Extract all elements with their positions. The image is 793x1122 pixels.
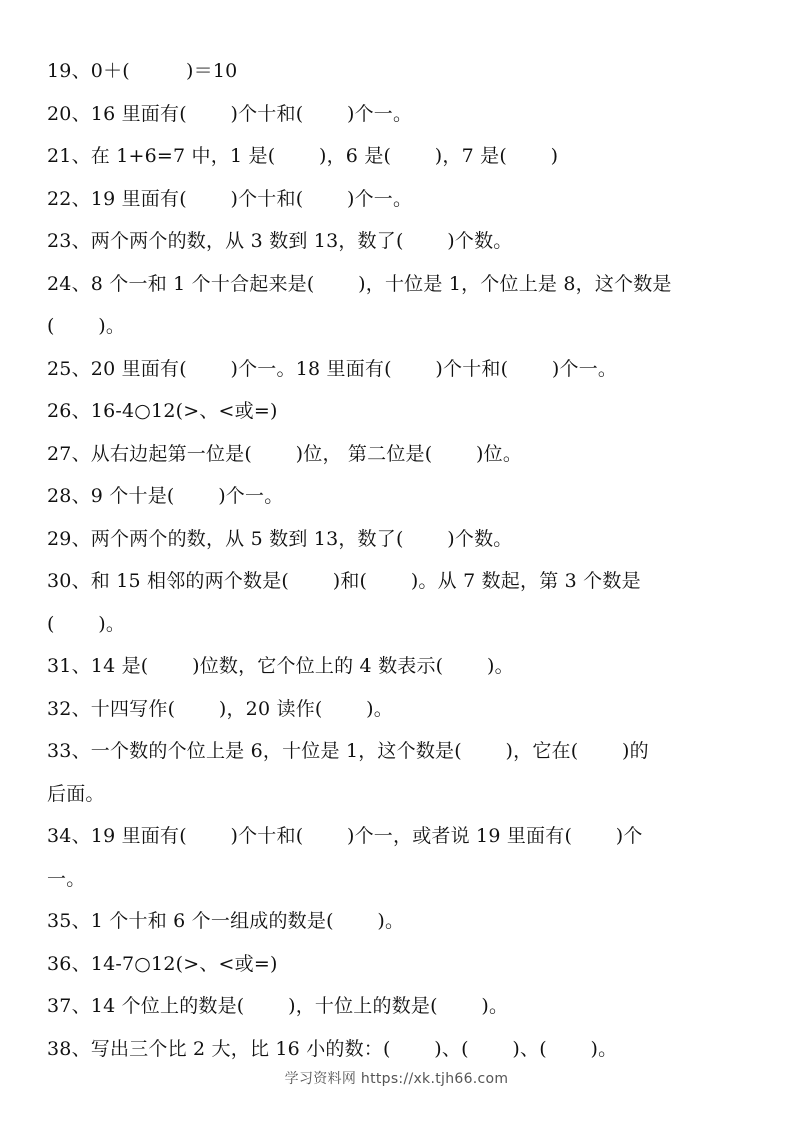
question-line: 23、两个两个的数，从 3 数到 13，数了( )个数。 <box>47 230 513 252</box>
question-line: 19、0＋( )＝10 <box>47 60 238 82</box>
question-line: 36、14-7○12(>、<或=) <box>47 952 278 975</box>
question-line: 25、20 里面有( )个一。18 里面有( )个十和( )个一。 <box>47 357 618 380</box>
question-line: 30、和 15 相邻的两个数是( )和( )。从 7 数起，第 3 个数是 <box>47 570 641 592</box>
question-line: 32、十四写作( )，20 读作( )。 <box>47 697 393 720</box>
question-line: 一。 <box>47 867 86 890</box>
question-line: 后面。 <box>47 782 105 805</box>
question-line: 38、写出三个比 2 大，比 16 小的数：( )、( )、( )。 <box>47 1037 618 1060</box>
question-line: 37、14 个位上的数是( )，十位上的数是( )。 <box>47 995 509 1017</box>
question-line: ( )。 <box>47 315 126 337</box>
question-line: ( )。 <box>47 612 126 635</box>
question-line: 33、一个数的个位上是 6，十位是 1，这个数是( )，它在( )的 <box>47 740 649 762</box>
question-line: 31、14 是( )位数，它个位上的 4 数表示( )。 <box>47 655 514 677</box>
question-line: 24、8 个一和 1 个十合起来是( )，十位是 1，个位上是 8，这个数是 <box>47 272 672 295</box>
footer-watermark: 学习资料网 https://xk.tjh66.com <box>284 1071 509 1087</box>
question-line: 35、1 个十和 6 个一组成的数是( )。 <box>47 910 405 932</box>
question-list <box>47 50 767 1070</box>
question-line: 22、19 里面有( )个十和( )个一。 <box>47 187 413 210</box>
question-line: 21、在 1+6=7 中，1 是( )，6 是( )，7 是( ) <box>47 145 559 167</box>
question-line: 29、两个两个的数，从 5 数到 13，数了( )个数。 <box>47 527 513 550</box>
question-line: 28、9 个十是( )个一。 <box>47 485 284 507</box>
question-line: 34、19 里面有( )个十和( )个一，或者说 19 里面有( )个 <box>47 825 643 847</box>
question-line: 26、16-4○12(>、<或=) <box>47 400 278 422</box>
question-line: 27、从右边起第一位是( )位， 第二位是( )位。 <box>47 442 523 465</box>
question-line: 20、16 里面有( )个十和( )个一。 <box>47 102 413 125</box>
